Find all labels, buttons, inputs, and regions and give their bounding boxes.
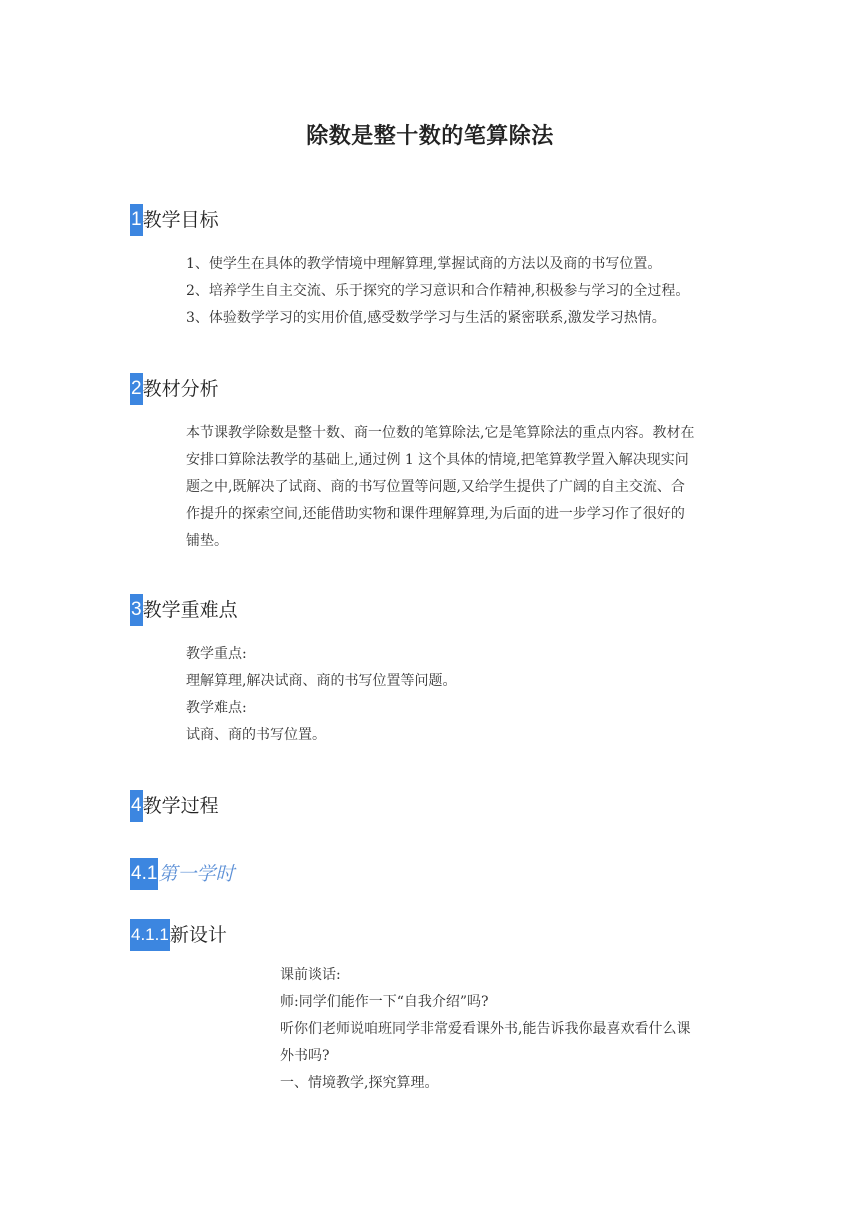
section-heading-3 xyxy=(130,594,238,626)
section-number: 4 xyxy=(130,790,143,822)
page-title: 除数是整十数的笔算除法 xyxy=(306,124,554,149)
body-line: 1、使学生在具体的教学情境中理解算理,掌握试商的方法以及商的书写位置。 xyxy=(186,256,662,272)
body-line: 2、培养学生自主交流、乐于探究的学习意识和合作精神,积极参与学习的全过程。 xyxy=(186,283,690,299)
section-number: 4.1 xyxy=(130,858,158,890)
section-title: 教学重难点 xyxy=(142,599,238,621)
section-body-2 xyxy=(186,420,746,555)
section-heading-1 xyxy=(130,204,219,236)
section-heading-4-1 xyxy=(130,858,234,890)
section-number: 1 xyxy=(130,204,143,236)
body-line: 安排口算除法教学的基础上,通过例 1 这个具体的情境,把笔算教学置入解决现实问 xyxy=(186,452,689,468)
section-body-4-1-1 xyxy=(280,962,740,1097)
section-title: 教学目标 xyxy=(142,209,219,231)
section-heading-2 xyxy=(130,373,219,405)
body-line: 教学难点: xyxy=(186,700,247,716)
body-line: 理解算理,解决试商、商的书写位置等问题。 xyxy=(186,673,457,689)
body-line: 试商、商的书写位置。 xyxy=(186,727,326,743)
section-title: 新设计 xyxy=(169,924,227,946)
section-body-1 xyxy=(186,251,746,332)
section-number: 2 xyxy=(130,373,143,405)
section-number: 3 xyxy=(130,594,143,626)
body-line: 铺垫。 xyxy=(186,533,228,549)
section-title: 教材分析 xyxy=(142,378,219,400)
section-title: 第一学时 xyxy=(158,863,235,885)
body-line: 教学重点: xyxy=(186,646,247,662)
body-line: 师:同学们能作一下“自我介绍”吗? xyxy=(280,994,489,1010)
section-number: 4.1.1 xyxy=(130,919,170,951)
body-line: 外书吗? xyxy=(280,1048,330,1064)
body-line: 一、情境教学,探究算理。 xyxy=(280,1075,439,1091)
body-line: 本节课教学除数是整十数、商一位数的笔算除法,它是笔算除法的重点内容。教材在 xyxy=(186,425,695,441)
section-body-3 xyxy=(186,641,746,749)
section-heading-4 xyxy=(130,790,219,822)
body-line: 课前谈话: xyxy=(280,967,341,983)
body-line: 题之中,既解决了试商、商的书写位置等问题,又给学生提供了广阔的自主交流、合 xyxy=(186,479,685,495)
body-line: 听你们老师说咱班同学非常爱看课外书,能告诉我你最喜欢看什么课 xyxy=(280,1021,691,1037)
body-line: 3、体验数学学习的实用价值,感受数学学习与生活的紧密联系,激发学习热情。 xyxy=(186,310,666,326)
section-title: 教学过程 xyxy=(142,795,219,817)
section-heading-4-1-1 xyxy=(130,919,227,951)
body-line: 作提升的探索空间,还能借助实物和课件理解算理,为后面的进一步学习作了很好的 xyxy=(186,506,685,522)
